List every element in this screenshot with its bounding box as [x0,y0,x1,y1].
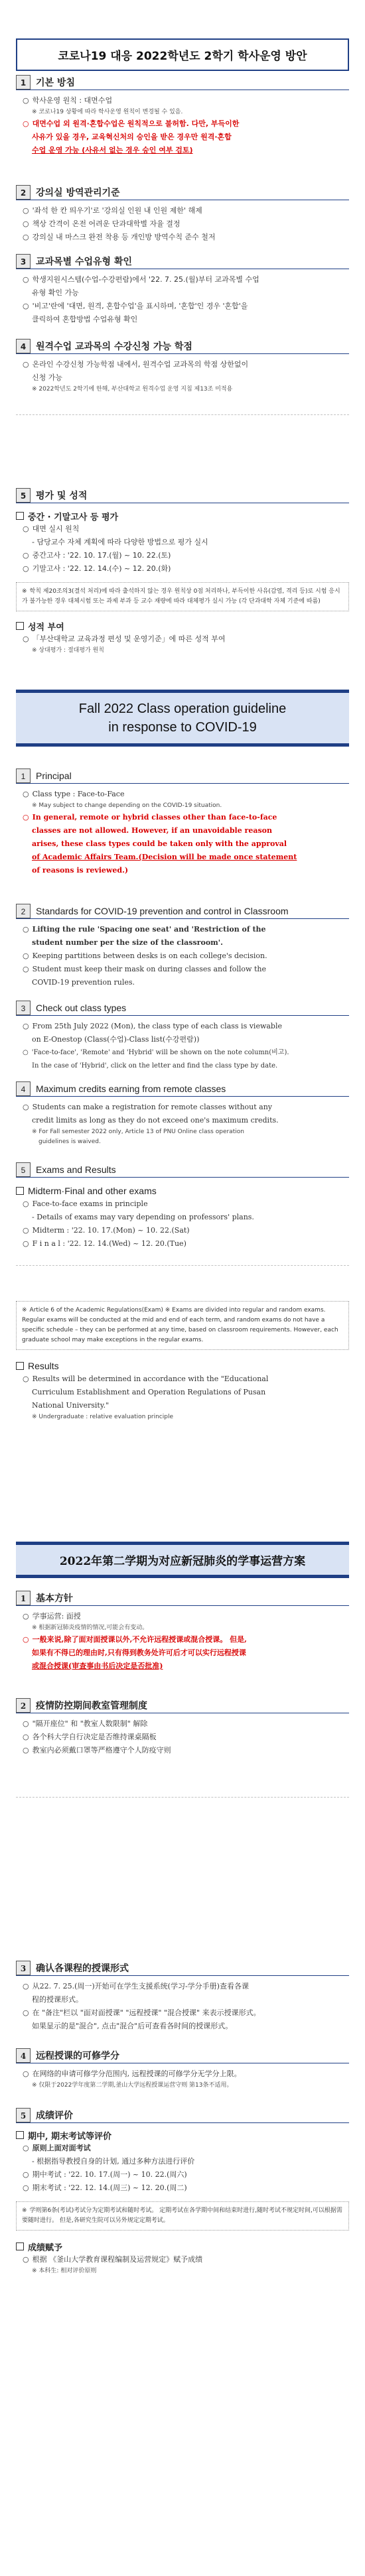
ko-section-5-title: 평가 및 성적 [36,490,88,501]
list-item: on E-Onestop (Class(수업)-Class list(수강편람)) [32,1035,200,1044]
list-item: ○ 학생지원시스템(수업-수강편람)에서 '22. 7. 25.(월)부터 교과목별 수업 [23,275,259,284]
list-item: ○ Class type : Face-to-Face [23,790,125,798]
list-item: 유형 확인 가능 [32,288,79,297]
list-item: ○ 根据 《釜山大学教育课程编制及运营规定》赋予成绩 [23,2255,203,2264]
list-note: ※ 仅限于2022学年度第二学期,釜山大学远程授课运营守则 第13条不适用。 [32,2082,233,2089]
asterisk-icon: ※ [22,2207,27,2214]
korean-title: 코로나19 대응 2022학년도 2학기 학사운영 방안 [58,50,307,63]
cn-section-1-body [16,1610,349,1673]
list-item: ○ 各个科大学自行决定是否维持课桌隔板 [23,1733,157,1741]
list-item: In the case of 'Hybrid', click on the letter and find the class type by date. [32,1062,278,1070]
list-item: National University." [32,1401,110,1410]
list-item: ○ 강의실 내 마스크 완전 착용 등 개인방 방역수칙 준수 철저 [23,233,216,241]
en-section-4-title: Maximum credits earning from remote classes [36,1083,226,1094]
cn-subheading-grades: 成绩赋予 [16,2240,349,2253]
asterisk-icon: ※ [22,588,27,595]
cn-section-2-number: 2 [16,1698,31,1713]
list-item: ○ 从22. 7. 25.(周一)开始可在学生支援系统(学习-学分手册)查看各课 [23,1982,249,1991]
cn-section-5-title: 成绩评价 [36,2110,73,2121]
en-section-5-results [16,1301,349,1422]
list-item: ○ 学事运营: 面授 [23,1612,81,1621]
list-item: 클릭하여 혼합방법 수업유형 확인 [32,315,138,324]
list-item: - 根据指导教授自身的计划, 通过多种方法进行评价 [32,2157,195,2166]
list-item: ○ 온라인 수강신청 가능학점 내에서, 원격수업 교과목의 학점 상한없이 [23,360,249,369]
cn-section-3-number: 3 [16,1961,31,1975]
cn-section-3-header [16,1960,349,1976]
list-item: ○ 기말고사 : '22. 12. 14.(수) ~ 12. 20.(화) [23,564,171,573]
section-divider [16,1797,349,1798]
ko-section-3-body [16,273,349,326]
list-item: 사유가 있을 경우, 교육혁신처의 승인을 받은 경우만 원격·혼합 [32,133,232,141]
english-title-banner [16,690,349,747]
list-item: - 담당교수 자체 계획에 따라 다양한 방법으로 평가 실시 [32,538,208,546]
list-item: ○ Lifting the rule 'Spacing one seat' and 'Restriction of the [23,925,266,934]
cn-section-1-number: 1 [16,1591,31,1605]
en-section-5-header [16,1162,349,1178]
list-item: ○ Face-to-face exams in principle [23,1199,148,1208]
list-note: ※ May subject to change depending on the COVID-19 situation. [32,802,222,809]
ko-section-3-header [16,253,349,269]
ko-section-5-body [16,509,349,656]
list-item: 신청 가능 [32,373,63,382]
en-section-2-number: 2 [16,904,31,918]
list-item: ○ '비고'란에 '대면, 원격, 혼합수업'을 표시하며, '혼합'인 경우 '혼합'을 [23,302,248,310]
ko-section-5-number: 5 [16,488,31,503]
cn-exam-notice-box: ※ 学则第6条(考试)考试分为定期考试和随时考试。 定期考试在各学期中间和结束时进行,随时考试不规定时间,可以根据需要随时进行。 但是,各研究生院可以另外规定定期考试。 [16,2201,349,2231]
ko-section-4-number: 4 [16,339,31,353]
list-item: ○ 'Face-to-face', 'Remote' and 'Hybrid' will be shown on the note column(비고). [23,1049,289,1056]
ko-section-3-number: 3 [16,254,31,269]
list-item: 如果有不得已的理由时,只有得到教务处许可后才可以实行远程授课 [32,1648,246,1657]
ko-section-2-body [16,204,349,244]
list-note: ※ For Fall semester 2022 only, Article 13 of PNU Online class operation [32,1129,244,1135]
en-section-3-number: 3 [16,1001,31,1015]
ko-section-1-body [16,94,349,157]
en-section-4-body [16,1101,349,1147]
ko-section-2-header [16,184,349,200]
list-note: ※ 코로나19 상황에 따라 학사운영 원칙이 변경될 수 있음. [32,109,183,115]
korean-title-banner [16,38,349,71]
en-exam-notice-box: ※ Article 6 of the Academic Regulations(Exam) ※ Exams are divided into regular and random exams. Regular exams will be conducted at the mid and end of each term, and random exams do not have a specific schedule – they can be performed at any time, based on classroom requirements. However, each graduate school may make exceptions in the regular exams. [16,1301,349,1350]
ko-section-5-header [16,487,349,503]
list-item: of reasons is reviewed.) [32,866,129,875]
cn-section-5-number: 5 [16,2108,31,2122]
list-item: ○ 在网络的申请可修学分范围内, 远程授课的可修学分无学分上限。 [23,2069,242,2078]
list-item: student number per the size of the classroom'. [32,938,223,947]
en-section-4-number: 4 [16,1081,31,1096]
list-item: ○ "隔开座位" 和 "教室人数限制" 解除 [23,1719,148,1728]
ko-section-4-title: 원격수업 교과목의 수강신청 가능 학점 [36,341,192,352]
en-section-2-body [16,923,349,989]
list-note: guidelines is waived. [38,1138,101,1145]
list-item: ○ Students can make a registration for remote classes without any [23,1103,273,1111]
cn-section-2-header [16,1697,349,1713]
ko-section-3-title: 교과목별 수업유형 확인 [36,256,132,267]
cn-section-5-body [16,2128,349,2276]
ko-exam-notice-box: ※ 학칙 제20조의3(결석 처리)에 따라 출석하지 않는 경우 원칙상 0점 처리하나, 부득이한 사유(감염, 격리 등)로 시험 응시가 불가능한 경우 대체시험 또는 과제 부과 등 교수 재량에 따라 대체평가 실시 가능 (각 단과대학 자체 기준에 따름) [16,582,349,611]
cn-section-4-body [16,2067,349,2091]
english-title-line-2: in response to COVID-19 [108,720,257,735]
en-section-1-header [16,768,349,784]
en-section-2-header [16,903,349,919]
cn-section-4-number: 4 [16,2048,31,2063]
cn-section-3-title: 确认各课程的授课形式 [36,1963,129,1974]
ko-section-2-title: 강의실 방역관리기준 [36,187,120,198]
section-divider [16,414,349,415]
en-section-3-body [16,1020,349,1073]
list-item: ○ In general, remote or hybrid classes other than face-to-face [23,813,277,822]
list-item: - Details of exams may vary depending on professors' plans. [32,1213,254,1221]
list-note: ※ 根据新冠肺炎疫情的情况,可能会有变动。 [32,1625,149,1631]
en-section-3-header [16,1000,349,1016]
list-item: classes are not allowed. However, if an unavoidable reason [32,826,272,835]
cn-section-2-title: 疫情防控期间教室管理制度 [36,1700,147,1711]
chinese-title: 2022年第二学期为对应新冠肺炎的学事运营方案 [59,1555,306,1568]
list-item: arises, these class types could be taken only with the approval [32,839,287,848]
cn-section-2-body [16,1717,349,1757]
ko-section-1-header [16,74,349,90]
cn-subheading-exams: 期中, 期末考试等评价 [16,2128,349,2142]
list-item: ○ Results will be determined in accordance with the "Educational [23,1375,269,1383]
cn-section-5-header [16,2107,349,2123]
en-section-5-exams [16,1184,349,1251]
ko-section-1-title: 기본 방침 [36,77,75,88]
ko-subheading-exams: 중간 · 기말고사 등 평가 [16,509,349,522]
chinese-title-banner [16,1542,349,1578]
list-item: ○ From 25th July 2022 (Mon), the class type of each class is viewable [23,1022,282,1030]
list-item: ○ 一般来说,除了面对面授课以外,不允许远程授课或混合授课。 但是, [23,1635,247,1644]
list-item: ○ 教室内必须戴口罩等严格遵守个人防疫守则 [23,1746,171,1754]
list-item: credit limits as long as they do not exceed one's maximum credits. [32,1116,279,1125]
list-item: ○ 原则上面对面考试 [23,2144,91,2152]
cn-section-4-header [16,2048,349,2063]
list-item: ○ Student must keep their mask on during classes and follow the [23,965,266,973]
ko-section-1-number: 1 [16,75,31,90]
list-note: ※ 2022학년도 2학기에 한해, 부산대학교 원격수업 운영 지침 제13조 미적용 [32,386,233,393]
list-item: ○ 책상 간격이 온전 어려운 단과대학별 자율 결정 [23,219,181,228]
list-item: ○ Midterm : '22. 10. 17.(Mon) ~ 10. 22.(Sat) [23,1226,190,1235]
en-section-1-title: Principal [36,770,72,781]
list-item: of Academic Affairs Team.(Decision will be made once statement [32,853,297,861]
english-title-line-1: Fall 2022 Class operation guideline [78,702,287,716]
list-item: ○ 「부산대학교 교육과정 편성 및 운영기준」에 따른 성적 부여 [23,635,226,643]
ko-section-2-number: 2 [16,185,31,200]
en-section-3-title: Check out class types [36,1002,127,1013]
list-item: ○ 期中考试 : '22. 10. 17.(周一) ~ 10. 22.(周六) [23,2170,187,2179]
list-item: ○ F i n a l : '22. 12. 14.(Wed) ~ 12. 20.(Tue) [23,1239,186,1248]
list-item: ○ 대면수업 외 원격·혼합수업은 원칙적으로 불허함. 다만, 부득이한 [23,119,240,128]
en-subheading-exams: Midterm·Final and other exams [16,1184,349,1197]
cn-section-4-title: 远程授课的可修学分 [36,2050,119,2061]
list-item: ○ 在 "备注"栏以 "面对面授课" "远程授课" "混合授课" 来表示授课形式。 [23,2008,261,2017]
ko-section-4-body [16,358,349,395]
list-item: ○ 중간고사 : '22. 10. 17.(월) ~ 10. 22.(토) [23,551,171,560]
cn-section-3-body [16,1980,349,2033]
en-section-4-header [16,1081,349,1097]
section-divider [16,1265,349,1266]
en-section-1-body [16,788,349,877]
cn-section-1-title: 基本方针 [36,1593,73,1604]
list-item: ○ 학사운영 원칙 : 대면수업 [23,96,113,105]
list-item: ○ 期末考试 : '22. 12. 14.(周三) ~ 12. 20.(周二) [23,2183,187,2192]
en-section-1-number: 1 [16,768,31,783]
list-item: ○ Keeping partitions between desks is on each college's decision. [23,951,267,960]
list-item: COVID-19 prevention rules. [32,978,135,987]
en-section-5-number: 5 [16,1162,31,1177]
list-item: 程的授课形式。 [32,1995,83,2004]
ko-subheading-grades: 성적 부여 [16,619,349,633]
list-note: ※ 本科生: 相对评价原则 [32,2268,97,2274]
asterisk-icon: ※ [22,1307,27,1314]
list-item: Curriculum Establishment and Operation Regulations of Pusan [32,1388,266,1396]
list-item: 수업 운영 가능 (사유서 없는 경우 승인 여부 검토) [32,146,193,154]
cn-section-1-header [16,1590,349,1606]
list-item: 或混合授课(审查事由书后决定是否批准) [32,1662,163,1670]
list-note: ※ Undergraduate : relative evaluation principle [32,1414,174,1420]
ko-section-4-header [16,338,349,354]
en-section-2-title: Standards for COVID-19 prevention and control in Classroom [36,905,289,916]
en-section-5-title: Exams and Results [36,1164,116,1175]
list-note: ※ 상대평가 : 절대평가 원칙 [32,647,104,654]
en-subheading-results: Results [16,1359,349,1373]
list-item: 如果显示的是"混合", 点击"混合"后可查看各时间的授课形式。 [32,2022,233,2030]
list-item: ○ 대면 실시 원칙 [23,524,80,533]
list-item: ○ '좌석 한 칸 띄우기'로 '강의실 인원 내 인원 제한' 해제 [23,206,202,215]
